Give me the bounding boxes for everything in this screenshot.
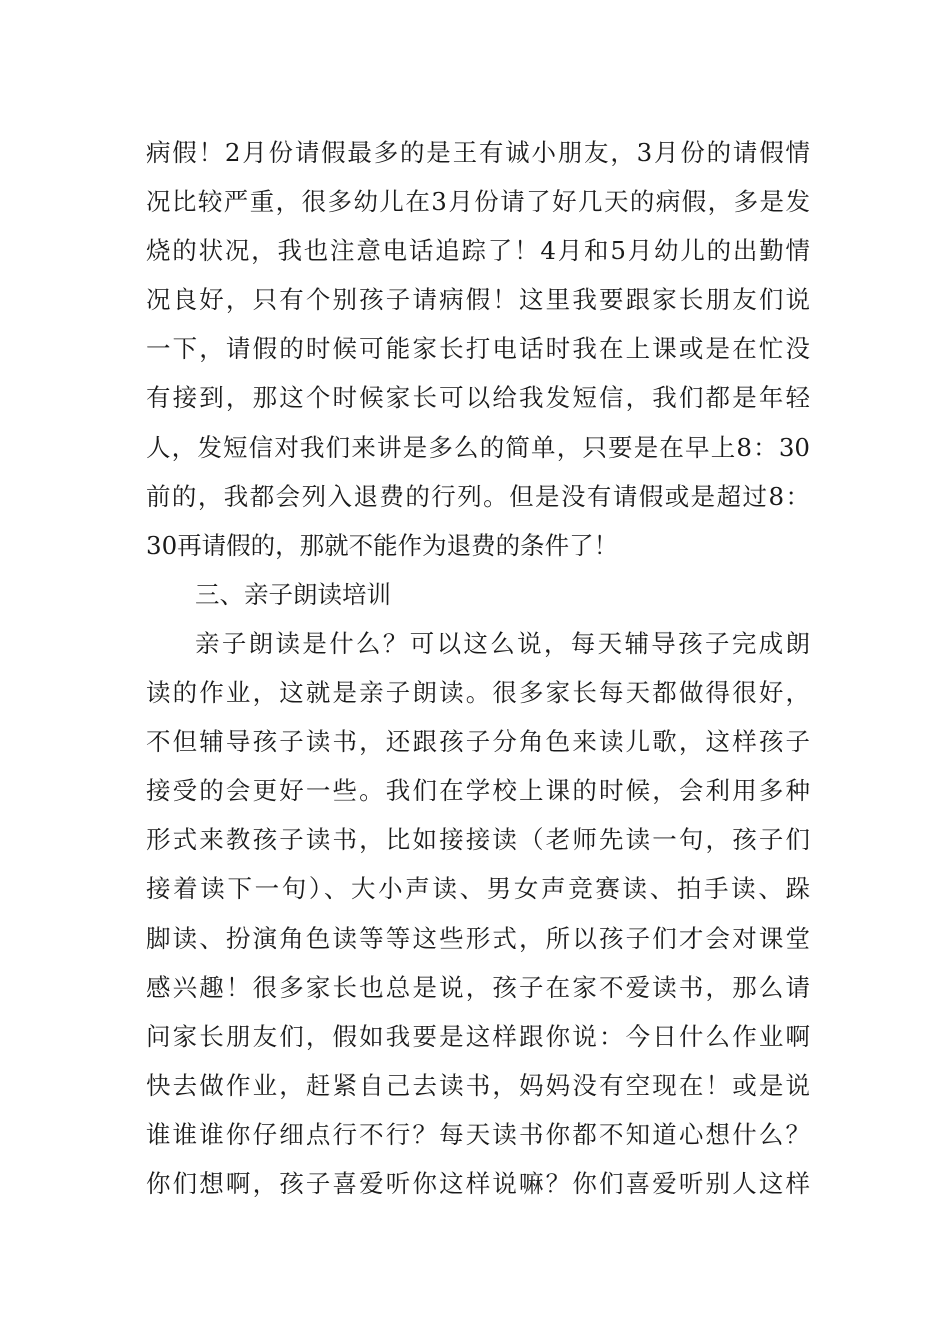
text-line: 烧的状况，我也注意电话追踪了！4月和5月幼儿的出勤情 xyxy=(146,236,810,266)
text-line: 不但辅导孩子读书，还跟孩子分角色来读儿歌，这样孩子 xyxy=(146,727,810,757)
text-line: 感兴趣！很多家长也总是说，孩子在家不爱读书，那么请 xyxy=(146,972,810,1002)
text-line: 谁谁谁你仔细点行不行？每天读书你都不知道心想什么？ xyxy=(146,1119,810,1149)
text-line: 接着读下一句）、大小声读、男女声竞赛读、拍手读、跺 xyxy=(146,874,810,904)
text-line: 有接到，那这个时候家长可以给我发短信，我们都是年轻 xyxy=(146,383,810,413)
document-body xyxy=(146,128,810,1208)
text-line: 况比较严重，很多幼儿在3月份请了好几天的病假，多是发 xyxy=(146,187,810,217)
text-line: 一下，请假的时候可能家长打电话时我在上课或是在忙没 xyxy=(146,334,810,364)
text-line: 读的作业，这就是亲子朗读。很多家长每天都做得很好， xyxy=(146,678,810,708)
text-line: 30再请假的，那就不能作为退费的条件了！ xyxy=(146,530,619,560)
text-line: 况良好，只有个别孩子请病假！这里我要跟家长朋友们说 xyxy=(146,285,810,315)
text-line: 人，发短信对我们来讲是多么的简单，只要是在早上8：30 xyxy=(146,432,810,462)
text-line: 接受的会更好一些。我们在学校上课的时候，会利用多种 xyxy=(146,776,810,806)
text-line: 病假！2月份请假最多的是王有诚小朋友，3月份的请假情 xyxy=(146,138,810,167)
text-line: 快去做作业，赶紧自己去读书，妈妈没有空现在！或是说 xyxy=(146,1070,810,1100)
paragraph-first-line: 亲子朗读是什么？可以这么说，每天辅导孩子完成朗 xyxy=(195,628,810,658)
text-line: 前的，我都会列入退费的行列。但是没有请假或是超过8： xyxy=(146,481,810,511)
text-line: 脚读、扮演角色读等等这些形式，所以孩子们才会对课堂 xyxy=(146,923,810,953)
text-line: 问家长朋友们，假如我要是这样跟你说：今日什么作业啊 xyxy=(146,1021,810,1051)
text-line: 形式来教孩子读书，比如接接读（老师先读一句，孩子们 xyxy=(146,825,810,855)
section-heading: 三、亲子朗读培训 xyxy=(195,579,391,609)
text-line: 你们想啊，孩子喜爱听你这样说嘛？你们喜爱听别人这样 xyxy=(146,1168,810,1198)
